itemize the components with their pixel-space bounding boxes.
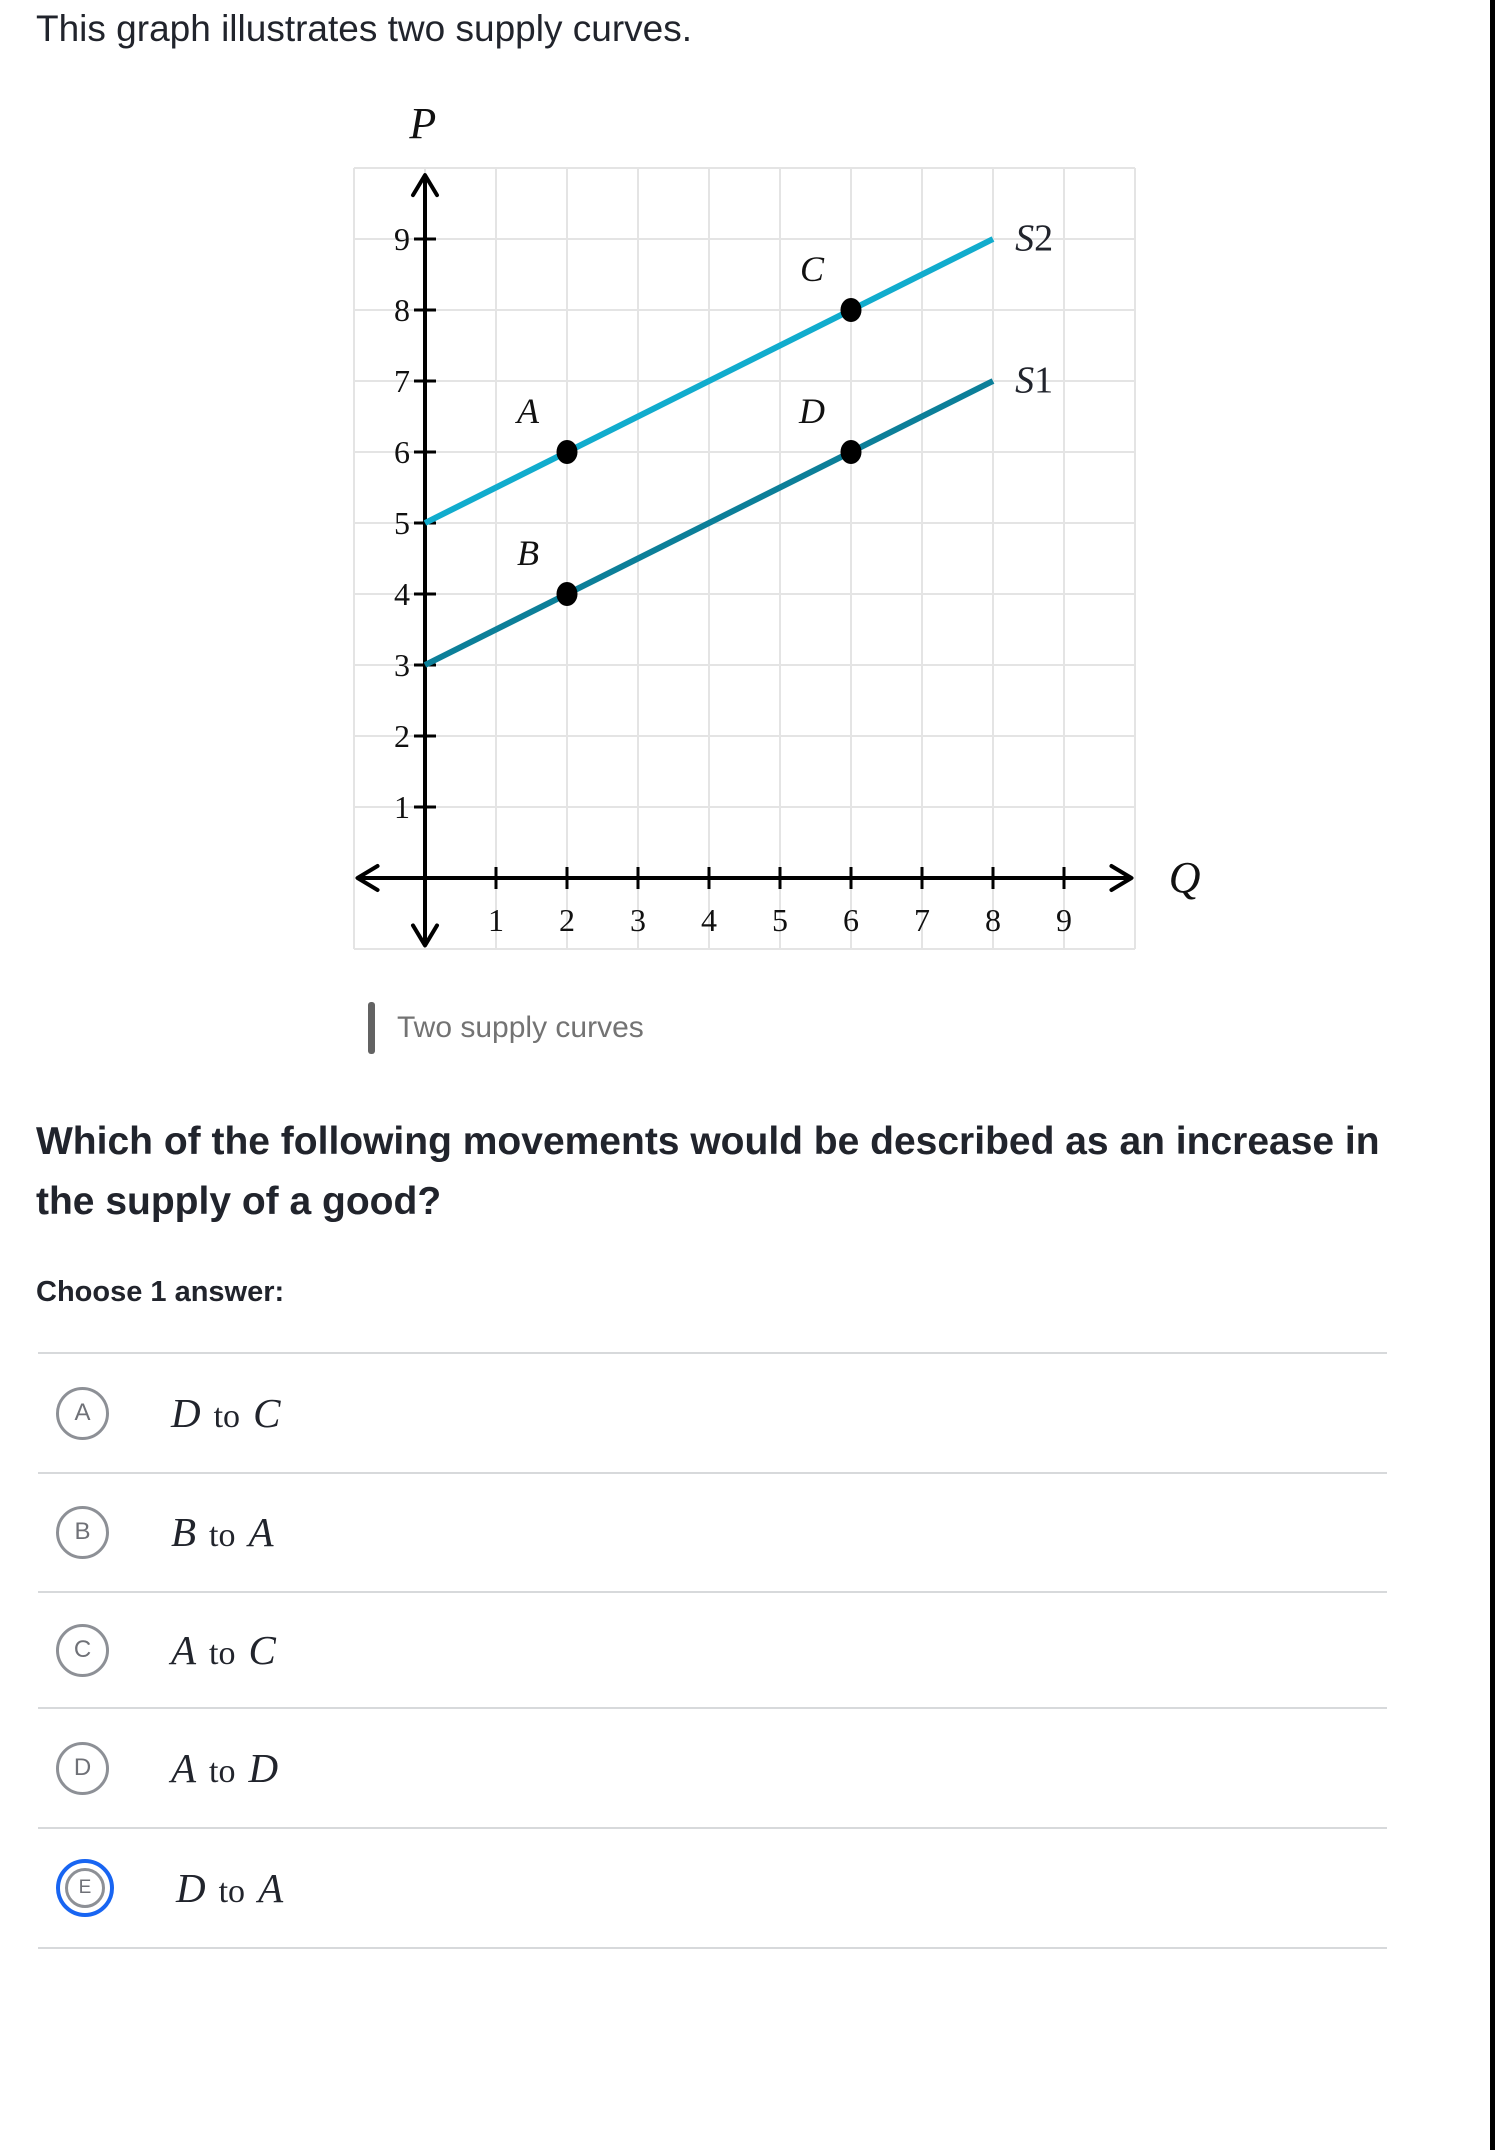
answer-option-e[interactable] (36, 1828, 1386, 1948)
axes (358, 175, 1132, 945)
option-point-from: D (176, 1865, 206, 1911)
point-c (800, 249, 862, 322)
x-tick-label: 3 (630, 902, 646, 938)
question-line-2: the supply of a good? (36, 1180, 442, 1223)
point-label-b: B (516, 532, 539, 573)
y-tick-label: 3 (394, 647, 410, 683)
x-tick-label: 7 (914, 902, 930, 938)
y-tick-label: 7 (394, 363, 410, 399)
x-tick-label: 5 (772, 902, 788, 938)
point-b (517, 533, 578, 606)
choose-answer-label: Choose 1 answer: (36, 1276, 285, 1308)
option-text (171, 1744, 278, 1792)
x-tick-label: 2 (559, 902, 575, 938)
radio-circle (56, 1624, 109, 1677)
radio-button-c[interactable] (56, 1624, 109, 1677)
option-connector: to (209, 1517, 236, 1554)
point-label-c: C (799, 248, 824, 289)
y-tick-label: 1 (394, 789, 410, 825)
option-point-from: A (171, 1627, 197, 1673)
question-line-1: Which of the following movements would be described as an increase in (36, 1120, 1380, 1163)
point-label-d: D (798, 390, 825, 431)
curve-label-s1: S1 (1015, 359, 1054, 402)
radio-circle (65, 1868, 105, 1908)
option-point-to: C (253, 1390, 281, 1436)
y-tick-label: 4 (394, 576, 410, 612)
radio-button-b[interactable] (56, 1506, 109, 1559)
y-tick-label: 8 (394, 292, 410, 328)
option-point-from: B (171, 1509, 197, 1555)
answer-option-c[interactable] (36, 1590, 1386, 1710)
x-tick-label: 1 (488, 902, 504, 938)
radio-letter: E (78, 1877, 92, 1898)
option-connector: to (209, 1635, 236, 1672)
caption-bar (368, 1002, 375, 1054)
graph-caption: Two supply curves (397, 1011, 644, 1044)
curve-label-s2: S2 (1015, 217, 1054, 260)
grid (354, 168, 1135, 949)
option-point-to: A (258, 1865, 284, 1911)
y-tick-label: 5 (394, 505, 410, 541)
window-edge (1490, 0, 1495, 2150)
option-text (176, 1864, 283, 1912)
radio-button-a[interactable] (56, 1387, 109, 1440)
radio-letter: C (73, 1636, 92, 1663)
answer-option-b[interactable] (36, 1472, 1386, 1592)
x-tick-label: 4 (701, 902, 717, 938)
option-connector: to (213, 1398, 241, 1435)
option-text (171, 1508, 274, 1556)
x-tick-label: 6 (843, 902, 859, 938)
supply-curve-s2 (425, 218, 1053, 523)
radio-button-e[interactable] (56, 1859, 114, 1917)
option-point-to: C (248, 1627, 276, 1673)
radio-letter: A (74, 1399, 91, 1426)
question-text (36, 1112, 1380, 1232)
selected-ring (56, 1859, 114, 1917)
option-connector: to (209, 1753, 236, 1790)
option-connector: to (218, 1873, 246, 1910)
radio-letter: B (74, 1518, 91, 1545)
option-point-from: D (171, 1390, 201, 1436)
y-tick-label: 6 (394, 434, 410, 470)
option-text (171, 1626, 276, 1674)
radio-circle (56, 1742, 109, 1795)
y-axis-label: P (409, 99, 437, 148)
point-a (515, 391, 578, 464)
option-text (171, 1389, 280, 1437)
supply-curves-graph (330, 60, 1260, 1000)
y-tick-label: 9 (394, 221, 410, 257)
radio-button-d[interactable] (56, 1742, 109, 1795)
exercise-intro-text: This graph illustrates two supply curves. (36, 8, 692, 49)
x-axis-label: Q (1168, 853, 1201, 902)
answer-option-d[interactable] (36, 1708, 1386, 1828)
x-tick-label: 8 (985, 902, 1001, 938)
radio-circle (56, 1506, 109, 1559)
x-tick-label: 9 (1056, 902, 1072, 938)
radio-circle (56, 1387, 109, 1440)
y-tick-label: 2 (394, 718, 410, 754)
option-point-from: A (171, 1745, 197, 1791)
option-point-to: A (248, 1509, 274, 1555)
point-label-a: A (516, 390, 539, 431)
option-point-to: D (248, 1745, 279, 1791)
radio-letter: D (73, 1754, 92, 1781)
answer-option-a[interactable] (36, 1353, 1386, 1473)
